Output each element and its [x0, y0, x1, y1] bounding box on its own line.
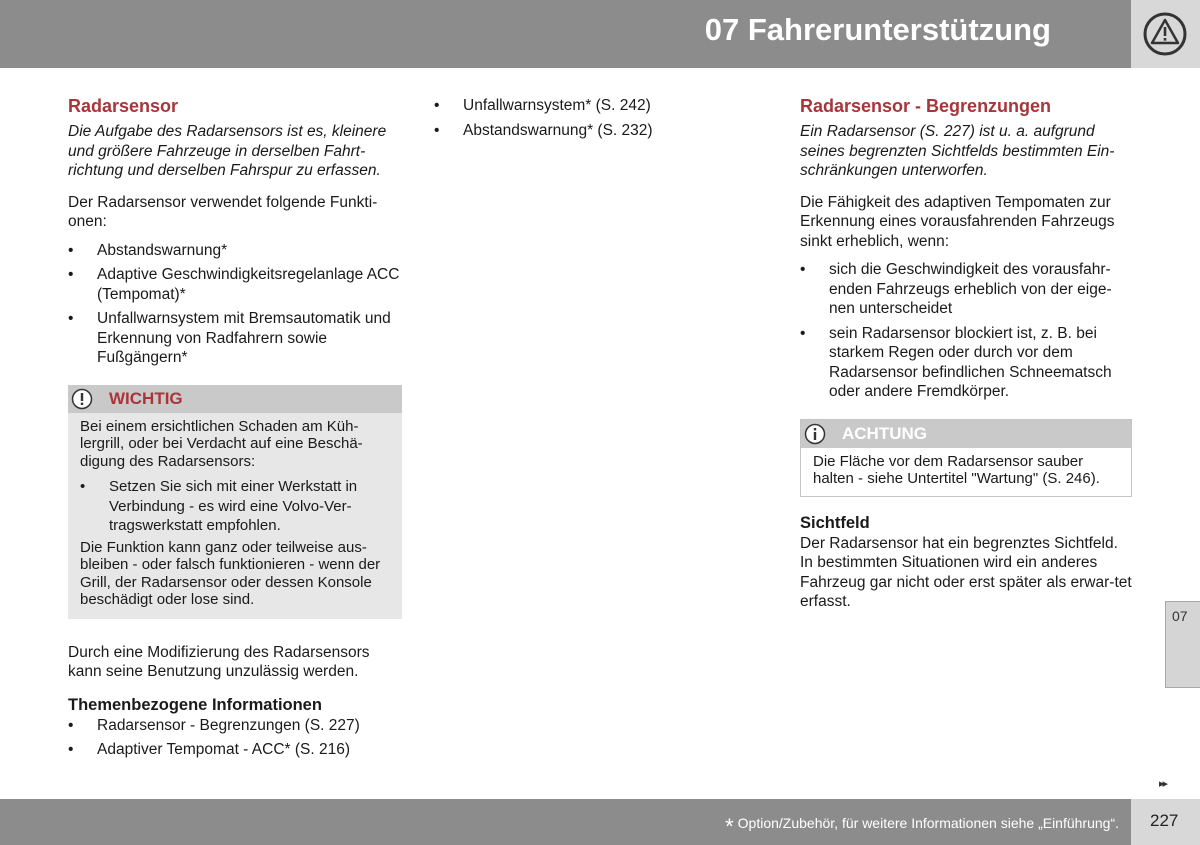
intro-text: Ein Radarsensor (S. 227) ist u. a. aufgrund seines begrenzten Sichtfelds bestimmten Ein-schränkungen unterworfen. — [800, 123, 1115, 179]
footnote-star: * — [725, 814, 734, 839]
notice-text: Bei einem ersichtlichen Schaden am Küh-lergrill, oder bei Verdacht auf eine Beschä-digung des Radarsensors: — [80, 417, 363, 470]
list-item: • Abstandswarnung* — [68, 241, 228, 259]
body-text: Durch eine Modifizierung des Radarsensors kann seine Benutzung unzulässig werden. — [68, 643, 370, 680]
related-link[interactable]: • Radarsensor - Begrenzungen (S. 227) — [68, 716, 360, 734]
important-notice — [68, 385, 402, 619]
notice-text: Die Funktion kann ganz oder teilweise aus-bleiben - oder falsch funktionieren - wenn der Grill, der Radarsensor oder dessen Konsole beschädigt oder lose sind. — [80, 538, 381, 608]
column-middle — [434, 96, 754, 145]
list-item: • Setzen Sie sich mit einer Werkstatt in Verbindung - es wird eine Volvo-Ver-tragswerkstatt empfohlen. — [80, 478, 358, 534]
notice-body — [68, 413, 402, 619]
related-link[interactable]: • Abstandswarnung* (S. 232) — [434, 121, 653, 139]
notice-body — [801, 448, 1131, 496]
column-left — [68, 96, 402, 765]
column-right — [800, 96, 1132, 621]
list-item: • sein Radarsensor blockiert ist, z. B. bei starkem Regen oder durch vor dem Radarsensor befindlichen Schneematsch oder andere Fremdkörper. — [800, 324, 1112, 400]
body-text: Der Radarsensor verwendet folgende Funkti-onen: — [68, 193, 378, 230]
list-item: • Adaptive Geschwindigkeitsregelanlage ACC (Tempomat)* — [68, 266, 400, 303]
warning-triangle-icon — [1131, 0, 1200, 68]
related-link[interactable]: • Adaptiver Tempomat - ACC* (S. 216) — [68, 741, 350, 758]
notice-label: WICHTIG — [109, 388, 183, 408]
related-list — [68, 716, 402, 760]
notice-text: Die Fläche vor dem Radarsensor sauber halten - siehe Untertitel "Wartung" (S. 246). — [813, 452, 1100, 487]
info-icon — [804, 423, 826, 445]
intro-text: Die Aufgabe des Radarsensors ist es, kleinere und größere Fahrzeuge in derselben Fahrt-richtung und derselben Fahrspur zu erfassen. — [68, 123, 387, 179]
continue-arrows-icon: ▸▸ — [1159, 778, 1167, 790]
page-number-box — [1131, 799, 1200, 845]
related-title: Themenbezogene Informationen — [68, 695, 322, 714]
caution-notice — [800, 419, 1132, 497]
notice-header — [801, 420, 1131, 448]
section-title-begrenzungen: Radarsensor - Begrenzungen — [800, 96, 1052, 116]
function-list — [68, 241, 402, 368]
chapter-title: 07 Fahrerunterstützung — [704, 12, 1051, 47]
condition-list — [800, 260, 1132, 402]
header-icon-box — [1131, 0, 1200, 68]
notice-header — [68, 385, 402, 413]
footer-note — [725, 814, 1119, 840]
chapter-tab-label: 07 — [1172, 608, 1188, 624]
notice-label: ACHTUNG — [842, 423, 927, 443]
chapter-header — [0, 0, 1131, 68]
related-link[interactable]: • Unfallwarnsystem* (S. 242) — [434, 97, 651, 114]
body-text: Der Radarsensor hat ein begrenztes Sichtfeld. In bestimmten Situationen wird ein anderes Fahrzeug gar nicht oder erst später als erwar-tet erfasst. — [800, 534, 1132, 610]
subsection-title: Sichtfeld — [800, 513, 870, 532]
footer-note-text: Option/Zubehör, für weitere Informationen siehe „Einführung“. — [737, 815, 1119, 831]
related-list — [434, 96, 754, 140]
page-number: 227 — [1150, 811, 1179, 830]
list-item: • sich die Geschwindigkeit des vorausfahr-enden Fahrzeugs erheblich von der eige-nen unterscheidet — [800, 261, 1112, 317]
chapter-side-tab[interactable] — [1165, 601, 1200, 688]
body-text: Die Fähigkeit des adaptiven Tempomaten zur Erkennung eines vorausfahrenden Fahrzeugs sinkt erheblich, wenn: — [800, 193, 1115, 250]
page-footer — [0, 799, 1131, 845]
notice-list — [80, 477, 390, 536]
section-title-radarsensor: Radarsensor — [68, 96, 179, 116]
warning-icon — [71, 388, 93, 410]
list-item: • Unfallwarnsystem mit Bremsautomatik und Erkennung von Radfahrern sowie Fußgängern* — [68, 310, 391, 366]
